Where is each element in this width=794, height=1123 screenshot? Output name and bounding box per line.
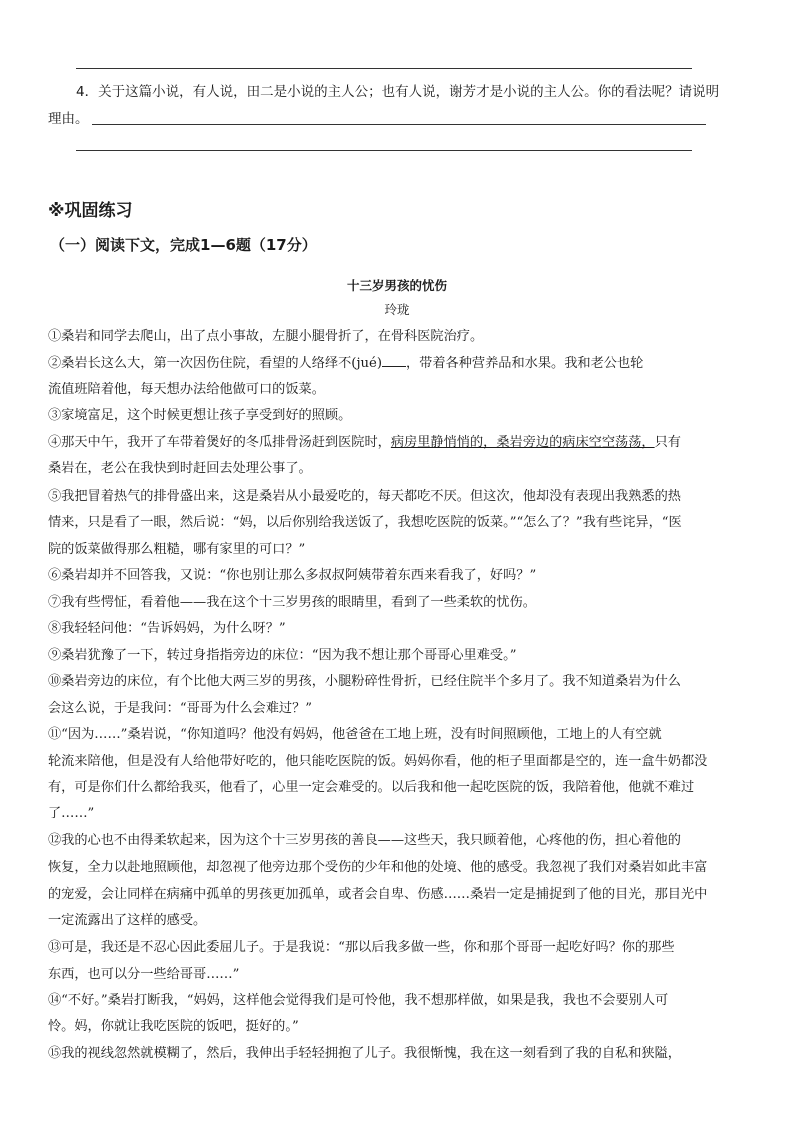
- para-line: ①桑岩和同学去爬山，出了点小事故，左腿小腿骨折了，在骨科医院治疗。: [48, 329, 484, 344]
- question-4-reason-label: 理由。: [48, 111, 89, 127]
- para-line: [48, 351, 746, 377]
- para-line: ⑮我的视线忽然就模糊了，然后，我伸出手轻轻拥抱了儿子。我很惭愧，我在这一刻看到了我的自私和狭隘，: [48, 1046, 681, 1061]
- para-line: ⑪“因为……”桑岩说，“你知道吗？他没有妈妈，他爸爸在工地上班，没有时间照顾他，工地上的人有空就: [48, 727, 662, 742]
- para-line: ⑬可是，我还是不忍心因此委屈儿子。于是我说：“那以后我多做一些，你和那个哥哥一起吃好吗？你的那些: [48, 940, 675, 955]
- article-author: 玲珑: [384, 302, 410, 317]
- underlined-sentence: 病房里静悄悄的，桑岩旁边的病床空空荡荡，: [390, 435, 655, 450]
- para-line: ⑭“不好。”桑岩打断我，“妈妈，这样他会觉得我们是可怜他，我不想那样做，如果是我，我也不会要别人可: [48, 993, 669, 1008]
- para-line: ⑧我轻轻问他：“告诉妈妈，为什么呀？”: [48, 621, 286, 636]
- answer-line-top: [76, 68, 692, 69]
- para-line: ⑤我把冒着热气的排骨盛出来，这是桑岩从小最爱吃的，每天都吃不厌。但这次，他却没有表现出我熟悉的热: [48, 489, 681, 504]
- para-line: 东西，也可以分一些给哥哥……”: [48, 967, 240, 982]
- para-line: 了……”: [48, 806, 95, 821]
- para-line: ⑫我的心也不由得柔软起来，因为这个十三岁男孩的善良——这些天，我只顾着他，心疼他的伤，担心着他的: [48, 833, 681, 848]
- para-4-end: 只有: [654, 435, 681, 450]
- answer-line-2: [92, 124, 706, 125]
- question-4-line-2: [48, 106, 746, 132]
- para-2-rest: ，带着各种营养品和水果。我和老公也轮: [406, 356, 644, 371]
- article-title: 十三岁男孩的忧伤: [346, 278, 447, 293]
- para-line: ⑨桑岩犹豫了一下，转过身指指旁边的床位：“因为我不想让那个哥哥心里难受。”: [48, 648, 517, 663]
- para-line: 有，可是你们什么都给我买，他看了，心里一定会难受的。以后我和他一起吃医院的饭，我陪着他，他就不难过: [48, 780, 695, 795]
- para-line: [48, 430, 746, 456]
- fill-in-blank[interactable]: [382, 354, 406, 367]
- para-line: 情来，只是看了一眼，然后说：“妈，以后你别给我送饭了，我想吃医院的饭菜。”“怎么了？”我有些诧异，“医: [48, 515, 682, 530]
- para-line: ⑩桑岩旁边的床位，有个比他大两三岁的男孩，小腿粉碎性骨折，已经住院半个多月了。我不知道桑岩为什么: [48, 674, 681, 689]
- para-line: 流值班陪着他，每天想办法给他做可口的饭菜。: [48, 382, 325, 397]
- para-line: 恢复，全力以赴地照顾他，却忽视了他旁边那个受伤的少年和他的处境、他的感受。我忽视了我们对桑岩如此丰富: [48, 860, 708, 875]
- section-title: ※巩固练习: [48, 201, 133, 221]
- para-line: 一定流露出了这样的感受。: [48, 913, 207, 928]
- para-line: ⑦我有些愕怔，看着他——我在这个十三岁男孩的眼睛里，看到了一些柔软的忧伤。: [48, 595, 536, 610]
- para-line: ⑥桑岩却并不回答我，又说：“你也别让那么多叔叔阿姨带着东西来看我了，好吗？”: [48, 568, 537, 583]
- para-line: 的宠爱，会让同样在病痛中孤单的男孩更加孤单，或者会自卑、伤感……桑岩一定是捕捉到了他的目光，那目光中: [48, 887, 708, 902]
- para-line: 轮流来陪他，但是没有人给他带好吃的，他只能吃医院的饭。妈妈你看，他的柜子里面都是空的，连一盒牛奶都没: [48, 754, 708, 769]
- answer-line-3: [76, 150, 692, 151]
- para-line: 院的饭菜做得那么粗糙，哪有家里的可口？”: [48, 542, 306, 557]
- para-2-start: ②桑岩长这么大，第一次因伤住院，看望的人络绎不(jué): [48, 356, 382, 371]
- question-4-line-1: 4．关于这篇小说，有人说，田二是小说的主人公；也有人说，谢芳才是小说的主人公。你的看法呢？请说明: [76, 84, 720, 100]
- para-line: ③家境富足，这个时候更想让孩子享受到好的照顾。: [48, 408, 352, 423]
- para-4-start: ④那天中午，我开了车带着煲好的冬瓜排骨汤赶到医院时，: [48, 435, 391, 450]
- para-line: 会这么说，于是我问：“哥哥为什么会难过？”: [48, 701, 313, 716]
- part-title: （一）阅读下文，完成1—6题（17分）: [50, 236, 317, 254]
- para-line: 桑岩在，老公在我快到时赶回去处理公事了。: [48, 461, 312, 476]
- para-line: 怜。妈，你就让我吃医院的饭吧，挺好的。”: [48, 1019, 299, 1034]
